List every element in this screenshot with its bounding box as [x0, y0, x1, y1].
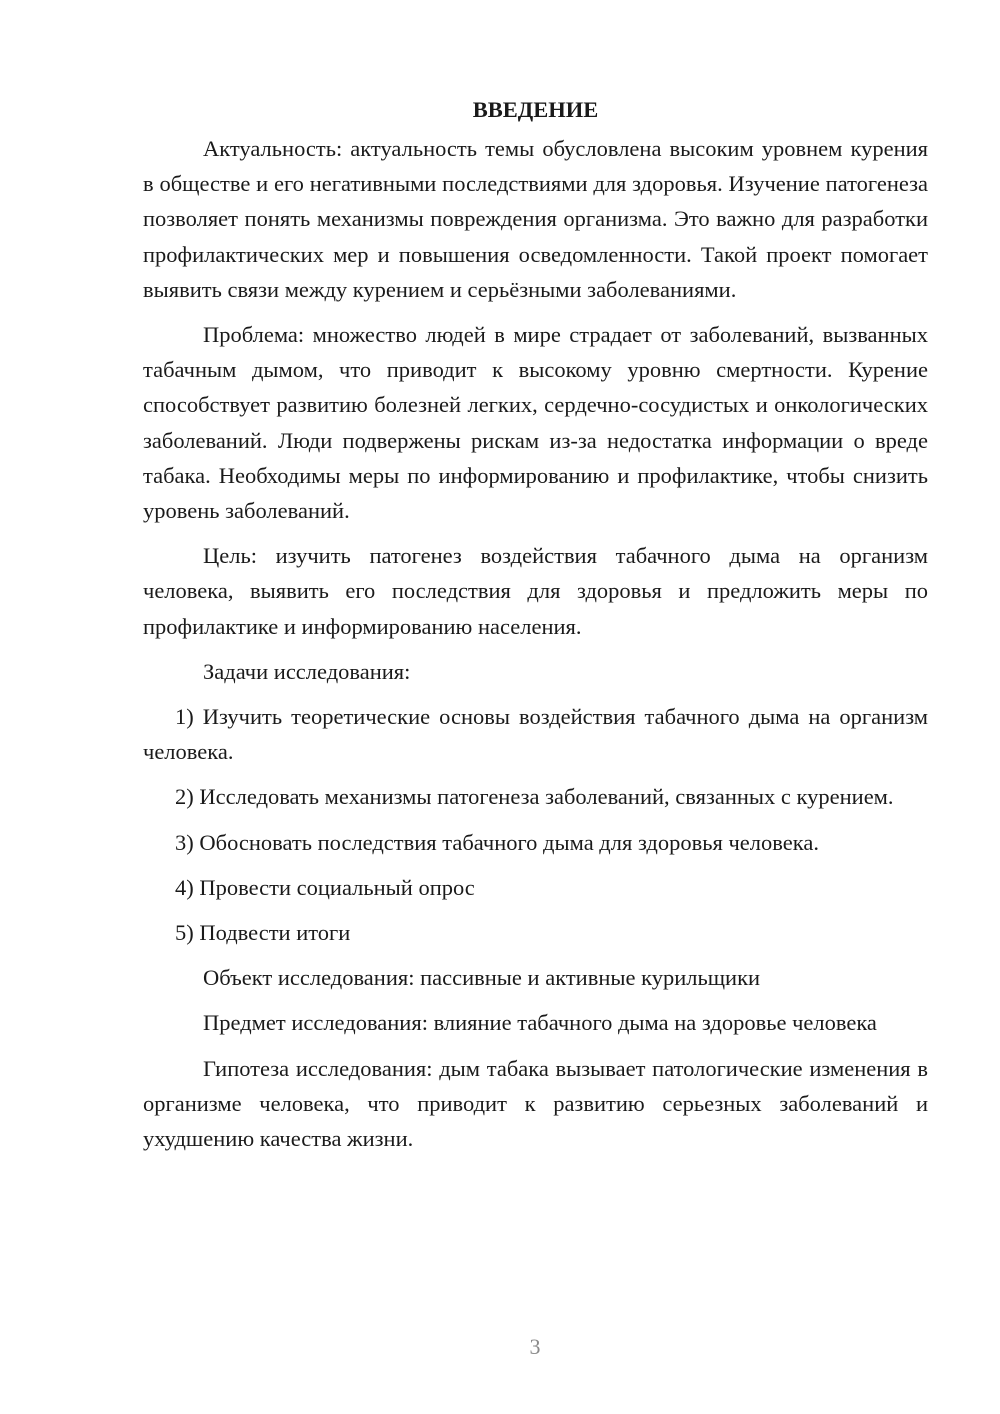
paragraph-object: Объект исследования: пассивные и активные курильщики — [203, 965, 761, 991]
page-number: 3 — [529, 1334, 541, 1359]
paragraph-hypothesis: Гипотеза исследования: дым табака вызывает патологические изменения в организме человека, что приводит к развитию серьезных заболеваний и ухудшению качества жизни. — [143, 1055, 928, 1152]
task-item-1: 1) Изучить теоретические основы воздействия табачного дыма на организм человека. — [143, 704, 928, 765]
task-item-4: 4) Провести социальный опрос — [175, 874, 475, 900]
paragraph-problem: Проблема: множество людей в мире страдает от заболеваний, вызванных табачным дымом, что приводит к высокому уровню смертности. Курение способствует развитию болезней легких, сердечно-сосудистых и онкологических заболеваний. Люди подвержены рискам из-за недостатка информации о вреде табака. Необходимы меры по информированию и профилактике, чтобы снизить уровень заболеваний. — [143, 322, 928, 524]
paragraph-goal: Цель: изучить патогенез воздействия табачного дыма на организм человека, выявить его последствия для здоровья и предложить меры по профилактике и информированию населения. — [143, 543, 928, 639]
section-title: ВВЕДЕНИЕ — [472, 97, 599, 122]
document-body — [143, 92, 928, 1156]
task-item-5: 5) Подвести итоги — [175, 920, 351, 946]
paragraph-subject: Предмет исследования: влияние табачного дыма на здоровье человека — [203, 1010, 877, 1036]
paragraph-relevance: Актуальность: актуальность темы обусловлена высоким уровнем курения в обществе и его негативными последствиями для здоровья. Изучение патогенеза позволяет понять механизмы повреждения организма. Это важно для разработки профилактических мер и повышения осведомленности. Такой проект помогает выявить связи между курением и серьёзными заболеваниями. — [143, 136, 928, 302]
tasks-heading: Задачи исследования: — [203, 658, 411, 684]
task-item-2: 2) Исследовать механизмы патогенеза заболеваний, связанных с курением. — [175, 784, 894, 810]
task-item-3: 3) Обосновать последствия табачного дыма для здоровья человека. — [175, 829, 819, 855]
